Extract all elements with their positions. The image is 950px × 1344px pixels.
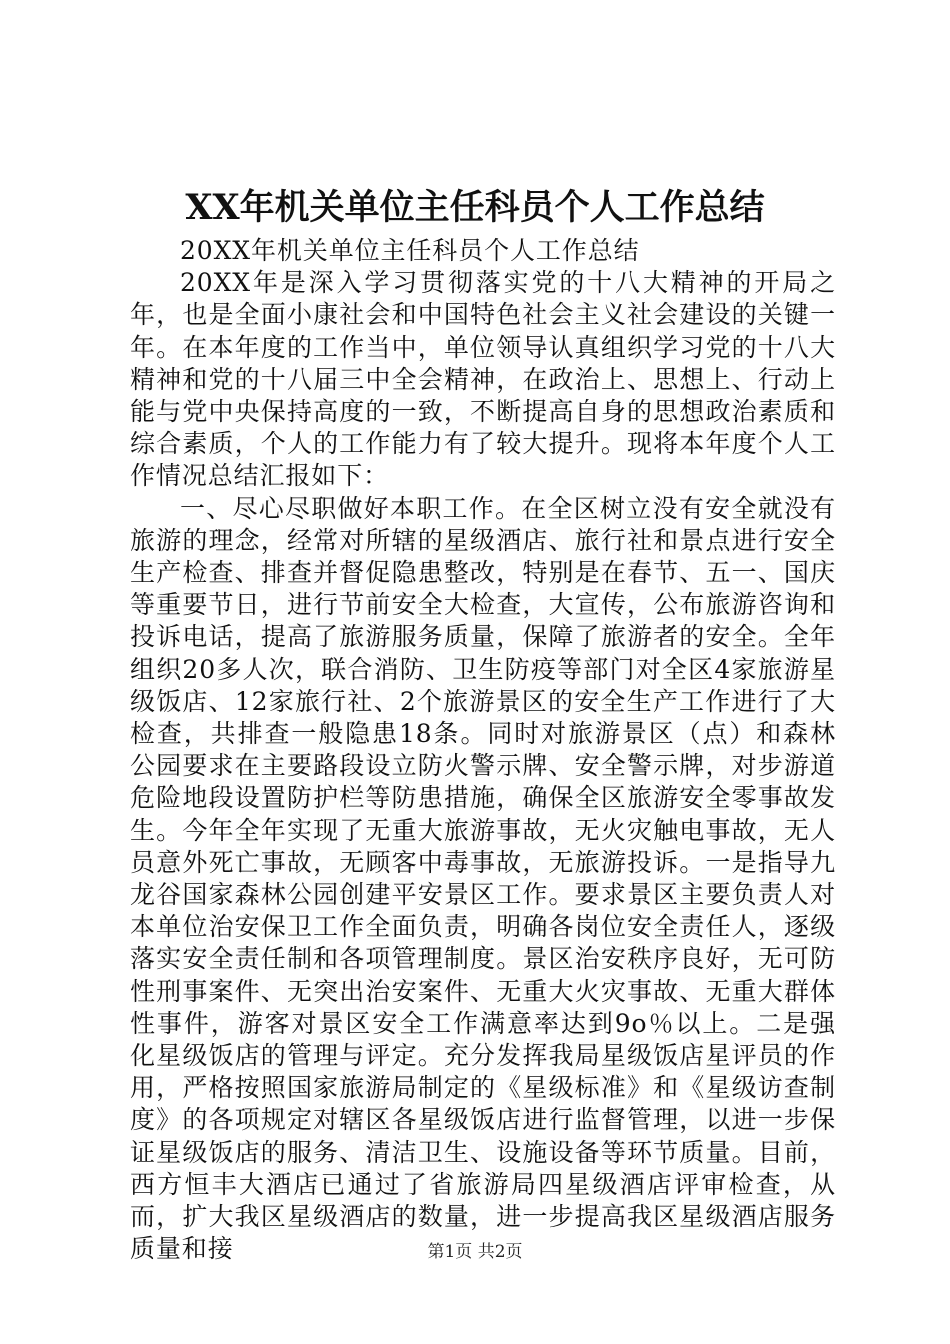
subtitle-paragraph: 20XX年机关单位主任科员个人工作总结 [180, 236, 640, 265]
intro-paragraph: 20XX年是深入学习贯彻落实党的十八大精神的开局之年，也是全面小康社会和中国特色社会主义社会建设的关键一年。在本年度的工作当中，单位领导认真组织学习党的十八大精神和党的十八届三中全会精神，在政治上、思想上、行动上能与党中央保持高度的一致，不断提高自身的思想政治素质和综合素质，个人的工作能力有了较大提升。现将本年度个人工作情况总结汇报如下： [130, 268, 836, 491]
section-one-paragraph: 一、尽心尽职做好本职工作。在全区树立没有安全就没有旅游的理念，经常对所辖的星级酒店、旅行社和景点进行安全生产检查、排查并督促隐患整改，特别是在春节、五一、国庆等重要节日，进行节前安全大检查，大宣传，公布旅游咨询和投诉电话，提高了旅游服务质量，保障了旅游者的安全。全年组织20多人次，联合消防、卫生防疫等部门对全区4家旅游星级饭店、12家旅行社、2个旅游景区的安全生产工作进行了大检查，共排查一般隐患18条。同时对旅游景区（点）和森林公园要求在主要路段设立防火警示牌、安全警示牌，对步游道危险地段设置防护栏等防患措施，确保全区旅游安全零事故发生。今年全年实现了无重大旅游事故，无火灾触电事故，无人员意外死亡事故，无顾客中毒事故，无旅游投诉。一是指导九龙谷国家森林公园创建平安景区工作。要求景区主要负责人对本单位治安保卫工作全面负责，明确各岗位安全责任人，逐级落实安全责任制和各项管理制度。景区治安秩序良好，无可防性刑事案件、无突出治安案件、无重大火灾事故、无重大群体性事件，游客对景区安全工作满意率达到9o％以上。二是强化星级饭店的管理与评定。充分发挥我局星级饭店星评员的作用，严格按照国家旅游局制定的《星级标准》和《星级访查制度》的各项规定对辖区各星级饭店进行监督管理，以进一步保证星级饭店的服务、清洁卫生、设施设备等环节质量。目前，西方恒丰大酒店已通过了省旅游局四星级酒店评审检查，从而，扩大我区星级酒店的数量，进一步提高我区星级酒店服务质量和接 [130, 493, 836, 1264]
document-title: XX年机关单位主任科员个人工作总结 [185, 187, 765, 228]
document-body [130, 235, 836, 1266]
page-number-footer: 第1页 共2页 [427, 1242, 523, 1262]
